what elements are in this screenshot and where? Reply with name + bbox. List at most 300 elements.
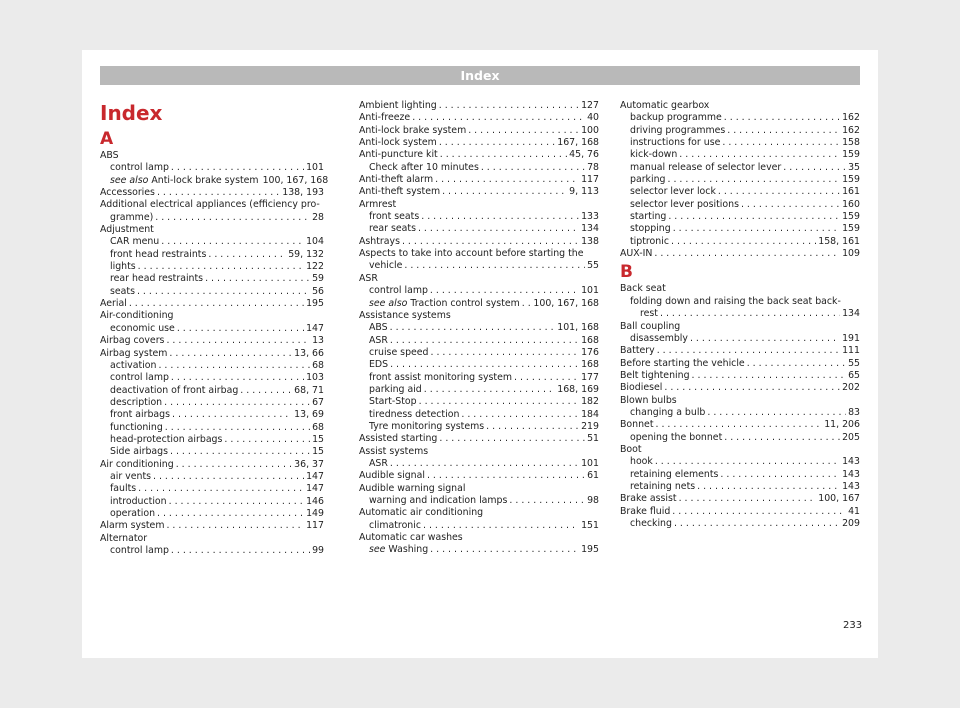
dot-leader — [427, 470, 585, 482]
dot-leader — [679, 493, 817, 505]
index-entry — [620, 358, 860, 370]
entry-label — [369, 458, 388, 470]
entry-text: introduction — [110, 495, 167, 507]
dot-leader — [654, 248, 840, 260]
dot-leader — [169, 496, 304, 508]
index-subentry — [100, 508, 324, 520]
entry-label — [620, 493, 677, 505]
index-subentry — [620, 432, 860, 444]
dot-leader — [655, 456, 840, 468]
entry-pages: 127 — [581, 100, 599, 111]
dot-leader — [660, 308, 840, 320]
dot-leader — [155, 212, 310, 224]
dot-leader — [177, 323, 304, 335]
index-heading: Armrest — [359, 198, 397, 210]
entry-pages: 15 — [312, 433, 324, 445]
entry-text: control lamp — [110, 545, 169, 556]
entry-pages: 101 — [306, 162, 324, 174]
dot-leader — [170, 446, 310, 458]
entry-pages: 40 — [587, 112, 599, 124]
index-subentry — [620, 333, 860, 345]
index-subentry — [620, 125, 860, 137]
entry-pages: 160 — [842, 198, 860, 210]
index-entry — [620, 419, 860, 431]
entry-text: Ashtrays — [359, 235, 400, 247]
index-heading: Automatic gearbox — [620, 100, 710, 111]
index-heading: Audible warning signal — [359, 482, 466, 494]
entry-label — [369, 298, 520, 310]
dot-leader — [439, 100, 579, 112]
entry-pages: 177 — [581, 371, 599, 383]
entry-pages: 98 — [587, 495, 599, 506]
entry-label — [630, 481, 695, 493]
entry-label — [110, 175, 259, 187]
dot-leader — [439, 433, 585, 445]
entry-pages: 55 — [848, 357, 860, 369]
dot-leader — [390, 359, 579, 371]
entry-text: Traction control system — [410, 297, 520, 309]
entry-label — [110, 422, 163, 434]
entry-label — [359, 433, 437, 445]
entry-pages: 159 — [842, 149, 860, 161]
entry-pages: 61 — [587, 470, 599, 482]
index-entry — [359, 112, 599, 124]
entry-label — [369, 211, 419, 223]
dot-leader — [656, 419, 823, 431]
index-subentry — [359, 458, 599, 470]
entry-label — [100, 298, 127, 310]
entry-label — [620, 382, 662, 394]
index-subentry — [100, 385, 324, 397]
entry-text: rest — [640, 308, 658, 320]
index-subentry — [100, 422, 324, 434]
entry-label — [620, 506, 670, 518]
index-heading: Automatic car washes — [359, 532, 463, 544]
entry-label — [359, 470, 425, 482]
entry-pages: 162 — [842, 124, 860, 136]
entry-text: Airbag system — [100, 347, 168, 359]
entry-pages: 111 — [842, 345, 860, 357]
dot-leader — [164, 397, 310, 409]
entry-text: starting — [630, 211, 667, 223]
entry-text: climatronic — [369, 519, 422, 531]
dot-leader — [461, 409, 579, 421]
index-subentry — [359, 359, 599, 371]
index-entry — [620, 506, 860, 518]
entry-pages: 158 — [842, 137, 860, 149]
index-subentry — [100, 323, 324, 335]
index-subentry — [620, 469, 860, 481]
entry-label — [369, 322, 388, 334]
index-entry — [100, 335, 324, 347]
dot-leader — [664, 382, 840, 394]
index-heading: Back seat — [620, 283, 666, 295]
entry-pages: 147 — [306, 470, 324, 482]
entry-pages: 168, 169 — [557, 383, 599, 395]
entry-pages: 78 — [587, 161, 599, 173]
index-see-entry — [359, 544, 599, 556]
entry-label — [369, 396, 417, 408]
entry-pages: 159 — [842, 174, 860, 186]
entry-pages: 162 — [842, 112, 860, 124]
entry-label — [630, 469, 718, 481]
entry-label — [359, 125, 466, 137]
entry-text: checking — [630, 518, 672, 529]
entry-label — [369, 421, 484, 433]
dot-leader — [153, 471, 304, 483]
index-subentry — [100, 397, 324, 409]
entry-pages: 159 — [842, 211, 860, 223]
entry-text: Anti-theft alarm — [359, 174, 434, 186]
entry-label — [110, 212, 153, 224]
dot-leader — [431, 347, 580, 359]
entry-text: head-protection airbags — [110, 433, 223, 445]
entry-label — [100, 348, 167, 360]
entry-label — [630, 223, 671, 235]
entry-text: CAR menu — [110, 236, 160, 248]
index-entry — [359, 137, 599, 149]
entry-pages: 143 — [842, 468, 860, 480]
dot-leader — [514, 372, 579, 384]
index-entry — [359, 125, 599, 137]
index-subentry — [620, 162, 860, 174]
entry-pages: 11, 206 — [824, 419, 860, 431]
index-entry — [359, 100, 599, 112]
dot-leader — [724, 112, 840, 124]
entry-label — [620, 370, 690, 382]
entry-pages: 168 — [581, 334, 599, 346]
entry-text: Assisted starting — [359, 433, 438, 445]
index-subentry — [359, 347, 599, 359]
entry-text: vehicle — [369, 260, 403, 272]
entry-text: hook — [630, 456, 653, 468]
dot-leader — [707, 407, 846, 419]
entry-text: selector lever lock — [630, 186, 716, 198]
entry-label — [630, 308, 658, 320]
entry-label — [359, 100, 437, 112]
entry-pages: 147 — [306, 322, 324, 334]
dot-leader — [157, 508, 304, 520]
dot-leader — [430, 544, 579, 556]
index-entry — [100, 187, 324, 199]
entry-text: rear head restraints — [110, 273, 204, 285]
entry-text: Brake assist — [620, 493, 677, 505]
dot-leader — [727, 125, 840, 137]
index-subentry — [100, 360, 324, 372]
index-entry — [620, 493, 860, 505]
see-also-label: see also — [369, 297, 408, 309]
entry-text: Ambient lighting — [359, 100, 437, 111]
entry-text: Anti-lock brake system — [359, 124, 467, 136]
entry-pages: 15 — [312, 446, 324, 458]
entry-text: Tyre monitoring systems — [369, 420, 485, 432]
entry-text: ASR — [369, 457, 388, 469]
entry-label — [110, 409, 170, 421]
index-subentry — [620, 211, 860, 223]
dot-leader — [424, 384, 555, 396]
entry-text: Anti-puncture kit — [359, 149, 438, 161]
index-subentry — [100, 372, 324, 384]
entry-label — [369, 162, 479, 174]
entry-label — [110, 360, 156, 372]
dot-leader — [171, 162, 304, 174]
entry-label — [110, 236, 159, 248]
dot-leader — [522, 298, 532, 310]
index-subentry — [359, 372, 599, 384]
dot-leader — [158, 360, 310, 372]
entry-text: economic use — [110, 322, 175, 334]
entry-pages: 134 — [842, 308, 860, 320]
entry-label — [630, 112, 722, 124]
index-subentry — [620, 137, 860, 149]
dot-leader — [724, 432, 840, 444]
entry-pages: 117 — [581, 174, 599, 186]
entry-text: Anti-lock brake system — [151, 174, 259, 186]
entry-text: front airbags — [110, 409, 171, 421]
entry-pages: 202 — [842, 382, 860, 394]
entry-pages: 68, 71 — [294, 384, 324, 396]
entry-text: air vents — [110, 470, 152, 482]
entry-text: gramme) — [110, 211, 154, 223]
entry-text: Aerial — [100, 298, 127, 310]
entry-label — [369, 335, 388, 347]
index-heading: Boot — [620, 443, 642, 455]
entry-text: Audible signal — [359, 470, 425, 482]
dot-leader — [439, 137, 555, 149]
entry-pages: 184 — [581, 408, 599, 420]
dot-leader — [166, 520, 304, 532]
page-number: 233 — [843, 620, 863, 631]
entry-label — [110, 249, 206, 261]
entry-pages: 133 — [581, 211, 599, 223]
index-entry — [100, 520, 324, 532]
entry-pages: 13 — [312, 335, 324, 347]
dot-leader — [690, 333, 840, 345]
entry-label — [369, 359, 388, 371]
entry-pages: 36, 37 — [294, 458, 324, 470]
entry-pages: 195 — [581, 544, 599, 556]
index-subentry — [100, 409, 324, 421]
dot-leader — [418, 223, 579, 235]
dot-leader — [421, 211, 579, 223]
index-entry — [620, 248, 860, 260]
entry-text: front assist monitoring system — [369, 371, 512, 383]
entry-label — [369, 347, 429, 359]
entry-pages: 134 — [581, 223, 599, 235]
index-subentry — [620, 199, 860, 211]
index-heading: Assist systems — [359, 445, 429, 457]
entry-label — [620, 248, 652, 260]
entry-pages: 158, 161 — [818, 235, 860, 247]
see-also-label: see — [369, 544, 386, 556]
entry-text: faults — [110, 483, 137, 495]
dot-leader — [720, 469, 840, 481]
entry-label — [359, 137, 437, 149]
entry-label — [630, 432, 722, 444]
dot-leader — [137, 286, 310, 298]
dot-leader — [657, 345, 840, 357]
entry-pages: 122 — [306, 261, 324, 273]
index-subentry — [359, 223, 599, 235]
entry-text: Air conditioning — [100, 458, 174, 470]
entry-label — [630, 174, 665, 186]
index-subentry — [359, 211, 599, 223]
entry-text: Accessories — [100, 187, 155, 199]
entry-label — [630, 199, 739, 211]
entry-text: Check after 10 minutes — [369, 161, 479, 173]
entry-pages: 143 — [842, 480, 860, 492]
letter-heading-a: A — [100, 129, 114, 149]
dot-leader — [208, 249, 286, 261]
index-heading: Air-conditioning — [100, 310, 174, 322]
entry-pages: 147 — [306, 483, 324, 495]
dot-leader — [671, 236, 816, 248]
index-subentry — [100, 261, 324, 273]
dot-leader — [412, 112, 585, 124]
index-subentry — [359, 409, 599, 421]
entry-pages: 146 — [306, 495, 324, 507]
entry-text: disassembly — [630, 332, 688, 344]
entry-pages: 100, 167, 168 — [262, 174, 329, 186]
index-subentry — [100, 545, 324, 557]
entry-label — [369, 384, 422, 396]
index-subentry — [100, 236, 324, 248]
entry-pages: 45, 76 — [569, 149, 599, 161]
entry-text: instructions for use — [630, 137, 721, 149]
dot-leader — [419, 396, 579, 408]
index-entry-continuation — [620, 308, 860, 320]
index-subentry — [359, 495, 599, 507]
entry-pages: 101 — [581, 457, 599, 469]
index-entry — [620, 370, 860, 382]
entry-label — [110, 446, 168, 458]
index-subentry — [100, 496, 324, 508]
index-heading: Aspects to take into account before starting the — [359, 248, 584, 260]
entry-label — [369, 409, 459, 421]
entry-label — [100, 187, 155, 199]
entry-label — [110, 508, 155, 520]
entry-label — [630, 456, 653, 468]
index-entry — [359, 470, 599, 482]
index-subheading: folding down and raising the back seat back- — [630, 295, 841, 307]
index-entry — [359, 149, 599, 161]
entry-text: control lamp — [110, 162, 169, 174]
entry-text: warning and indication lamps — [369, 495, 508, 506]
dot-leader — [509, 495, 585, 507]
index-entry — [100, 348, 324, 360]
dot-leader — [486, 421, 579, 433]
dot-leader — [172, 409, 292, 421]
entry-text: Bonnet — [620, 419, 654, 431]
entry-text: retaining nets — [630, 480, 696, 492]
dot-leader — [138, 261, 304, 273]
entry-text: backup programme — [630, 112, 722, 124]
entry-label — [359, 112, 410, 124]
entry-pages: 138, 193 — [282, 187, 324, 199]
entry-label — [110, 496, 167, 508]
entry-pages: 176 — [581, 346, 599, 358]
entry-text: front seats — [369, 211, 420, 223]
entry-text: functioning — [110, 421, 163, 433]
entry-text: Alarm system — [100, 520, 165, 532]
entry-text: activation — [110, 359, 157, 371]
index-column-2 — [359, 100, 599, 557]
entry-text: retaining elements — [630, 468, 719, 480]
entry-label — [630, 333, 688, 345]
entry-pages: 168 — [581, 359, 599, 371]
index-subentry — [620, 149, 860, 161]
index-subentry — [620, 407, 860, 419]
index-subentry — [100, 273, 324, 285]
index-subentry — [100, 471, 324, 483]
index-heading: Additional electrical appliances (efficiency pro- — [100, 199, 320, 211]
index-subentry — [100, 446, 324, 458]
entry-pages: 149 — [306, 507, 324, 519]
entry-text: Start-Stop — [369, 396, 417, 408]
index-subentry — [359, 396, 599, 408]
entry-pages: 138 — [581, 235, 599, 247]
entry-pages: 100, 167, 168 — [533, 297, 599, 309]
entry-pages: 219 — [581, 420, 599, 432]
dot-leader — [171, 372, 304, 384]
entry-pages: 103 — [306, 372, 324, 384]
entry-text: operation — [110, 507, 156, 519]
entry-text: front head restraints — [110, 248, 207, 260]
entry-pages: 159 — [842, 223, 860, 235]
entry-pages: 182 — [581, 396, 599, 408]
dot-leader — [138, 483, 304, 495]
dot-leader — [161, 236, 304, 248]
dot-leader — [668, 211, 840, 223]
dot-leader — [697, 481, 840, 493]
entry-text: Biodiesel — [620, 382, 663, 394]
dot-leader — [390, 322, 556, 334]
entry-pages: 41 — [848, 505, 860, 517]
index-subentry — [359, 520, 599, 532]
index-subentry — [100, 249, 324, 261]
entry-label — [630, 137, 720, 149]
entry-label — [620, 358, 745, 370]
index-entry — [100, 298, 324, 310]
index-heading: Blown bulbs — [620, 394, 677, 406]
entry-label — [630, 125, 725, 137]
index-entry — [100, 459, 324, 471]
entry-text: selector lever positions — [630, 198, 739, 210]
entry-label — [369, 260, 402, 272]
index-entry — [359, 174, 599, 186]
entry-text: Before starting the vehicle — [620, 357, 745, 369]
entry-pages: 65 — [848, 369, 860, 381]
entry-text: manual release of selector lever — [630, 161, 782, 173]
see-also-label: see also — [110, 174, 149, 186]
dot-leader — [166, 335, 310, 347]
entry-label — [369, 544, 428, 556]
entry-text: kick-down — [630, 149, 678, 161]
page-title: Index — [100, 101, 163, 125]
index-see-also-entry — [100, 174, 329, 187]
entry-label — [620, 419, 654, 431]
letter-heading-b: B — [620, 262, 633, 283]
entry-text: Side airbags — [110, 446, 168, 458]
index-subentry — [620, 174, 860, 186]
entry-text: parking aid — [369, 383, 422, 395]
entry-label — [369, 223, 416, 235]
entry-pages: 100 — [581, 124, 599, 136]
index-subentry — [359, 285, 599, 297]
index-column-1 — [100, 127, 329, 557]
dot-leader — [435, 174, 579, 186]
index-subentry — [100, 483, 324, 495]
